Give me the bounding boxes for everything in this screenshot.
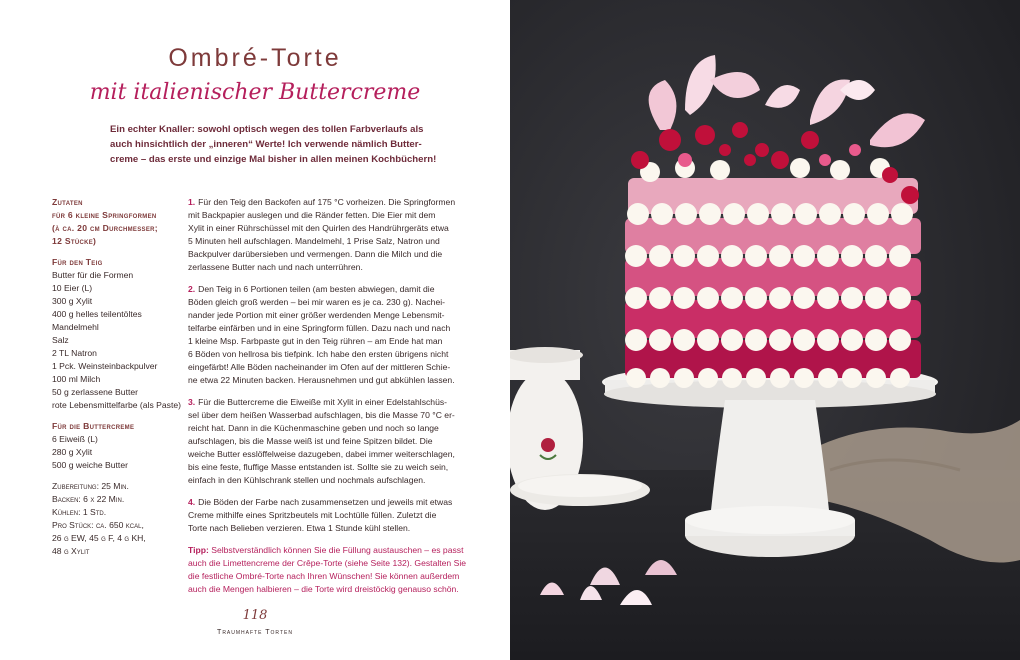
info-line: 26 g EW, 45 g F, 4 g KH, <box>52 533 146 543</box>
tip-label: Tipp: <box>188 545 209 555</box>
ingredient-item: Mandelmehl <box>52 322 99 332</box>
ingredient-item: 10 Eier (L) <box>52 283 93 293</box>
info-line: 48 g Xylit <box>52 546 90 556</box>
step-1: 1. Für den Teig den Backofen auf 175 °C vorheizen. Die Springformen mit Backpapier auslegen und die Ränder fetten. Die Eier mit dem Xylit in einer Rührschüssel mit den Quirlen des Handrührgeräts etwa 5 Minuten hell aufschlagen. Mandelmehl, 1 Prise Salz, Natron und Backpulver darübersieben und vermengen. Dann die Milch und die zerlassene Butter nach und nach unterrühren. <box>188 197 456 272</box>
info-line: Zubereitung: 25 Min. <box>52 481 129 491</box>
recipe-title: Ombré-Torte <box>168 44 342 72</box>
chapter-footer: Traumhafte Torten <box>217 629 293 636</box>
tip-box: Tipp: Selbstverständlich können Sie die Füllung austauschen – es passt auch die Limettencreme der Crêpe-Torte (siehe Seite 132). Gestalten Sie die festliche Ombré-Torte nach Ihren Wünschen! Sie können außerdem auch die Mengen halbieren – die Torte wird dreistöckig genauso schön. <box>188 545 467 594</box>
ingredient-item: Butter für die Formen <box>52 270 134 280</box>
ombre-cake-illustration <box>510 0 1020 660</box>
ingredient-item: 1 Pck. Weinsteinbackpulver <box>52 361 158 371</box>
cake-photo <box>510 0 1020 660</box>
ingredient-item: Salz <box>52 335 69 345</box>
info-line: Kühlen: 1 Std. <box>52 507 107 517</box>
step-2: 2. Den Teig in 6 Portionen teilen (am besten abwiegen, damit die Böden gleich groß werden – bei mir waren es je ca. 230 g). Nachei- nander jede Portion mit einer größer werdenden Menge Lebensmit- telfarbe einfärben und in eine Springform füllen. Dazu nach und nach 1 kleine Msp. Farbpaste gut in den Teig rühren – am Ende hat man 6 Böden von hellrosa bis tiefpink. Ich habe den ersten übrigens nicht eingefärbt! Alle Böden nacheinander im Ofen auf der mittleren Schie- ne etwa 22 Minuten backen. Herausnehmen und gut abkühlen lassen. <box>188 284 455 385</box>
instructions-column <box>188 196 467 596</box>
ingredient-item: 50 g zerlassene Butter <box>52 387 138 397</box>
ingredient-item: 300 g Xylit <box>52 296 93 306</box>
cream-heading: Für die Buttercreme <box>52 421 135 431</box>
ingredient-item: rote Lebensmittelfarbe (als Paste) <box>52 400 181 410</box>
ingredients-heading: Zutaten <box>52 197 83 207</box>
recipe-intro: Ein echter Knaller: sowohl optisch wegen des tollen Farbverlaufs als auch hinsichtlich der „inneren“ Werte! Ich verwende nämlich Butter- creme – das erste und einzige Mal bisher in allen meinen Kochbüchern! <box>110 124 437 165</box>
ingredient-item: 280 g Xylit <box>52 447 93 457</box>
ingredient-item: 400 g helles teilentöltes <box>52 309 142 319</box>
dough-heading: Für den Teig <box>52 257 103 267</box>
info-line: Pro Stück: ca. 650 kcal, <box>52 520 144 530</box>
ingredients-column: Zutaten für 6 kleine Springformen (à ca. 20 cm Durchmesser; 12 Stücke) Für den Teig Butter für die Formen 10 Eier (L) 300 g Xylit 400 g helles teilentöltes Mandelmehl Salz 2 TL Natron 1 Pck. Weinsteinbackpulver 100 ml Milch 50 g zerlassene Butter rote Lebensmittelfarbe (als Paste) Für die Buttercreme 6 Eiweiß (L) 280 g Xylit 500 g weiche Butter Zubereitung: 25 Min. Backen: 6 x 22 Min. Kühlen: 1 Std. Pro Stück: ca. 650 kcal, 26 g EW, 45 g F, 4 g KH, 48 g Xylit <box>52 197 181 556</box>
ingredient-item: 2 TL Natron <box>52 348 97 358</box>
ingredient-item: 100 ml Milch <box>52 374 101 384</box>
page-number: 118 <box>242 608 268 623</box>
info-line: Backen: 6 x 22 Min. <box>52 494 125 504</box>
recipe-subtitle: mit italienischer Buttercreme <box>89 80 421 105</box>
step-4: 4. Die Böden der Farbe nach zusammensetzen und jeweils mit etwas Creme mithilfe eines Spritzbeutels mit Lochtülle füllen. Zuletzt die Torte nach Belieben verzieren. Etwa 1 Stunde kühl stellen. <box>188 497 453 533</box>
step-3: 3. Für die Buttercreme die Eiweiße mit Xylit in einer Edelstahlschüs- sel über dem heißen Wasserbad aufschlagen, bis die Masse 70 °C er- reicht hat. Dann in die Küchenmaschine geben und noch so lange aufschlagen, bis die Masse weiß ist und feine Spitzen bildet. Die weiche Butter esslöffelweise dazugeben, dabei immer weiterschlagen, bis eine feste, fluffige Masse entstanden ist. Sollte sie zu weich sein, einfach in den Kühlschrank stellen und nochmals aufschlagen. <box>188 397 455 485</box>
ingredient-item: 500 g weiche Butter <box>52 460 128 470</box>
ingredient-item: 6 Eiweiß (L) <box>52 434 98 444</box>
